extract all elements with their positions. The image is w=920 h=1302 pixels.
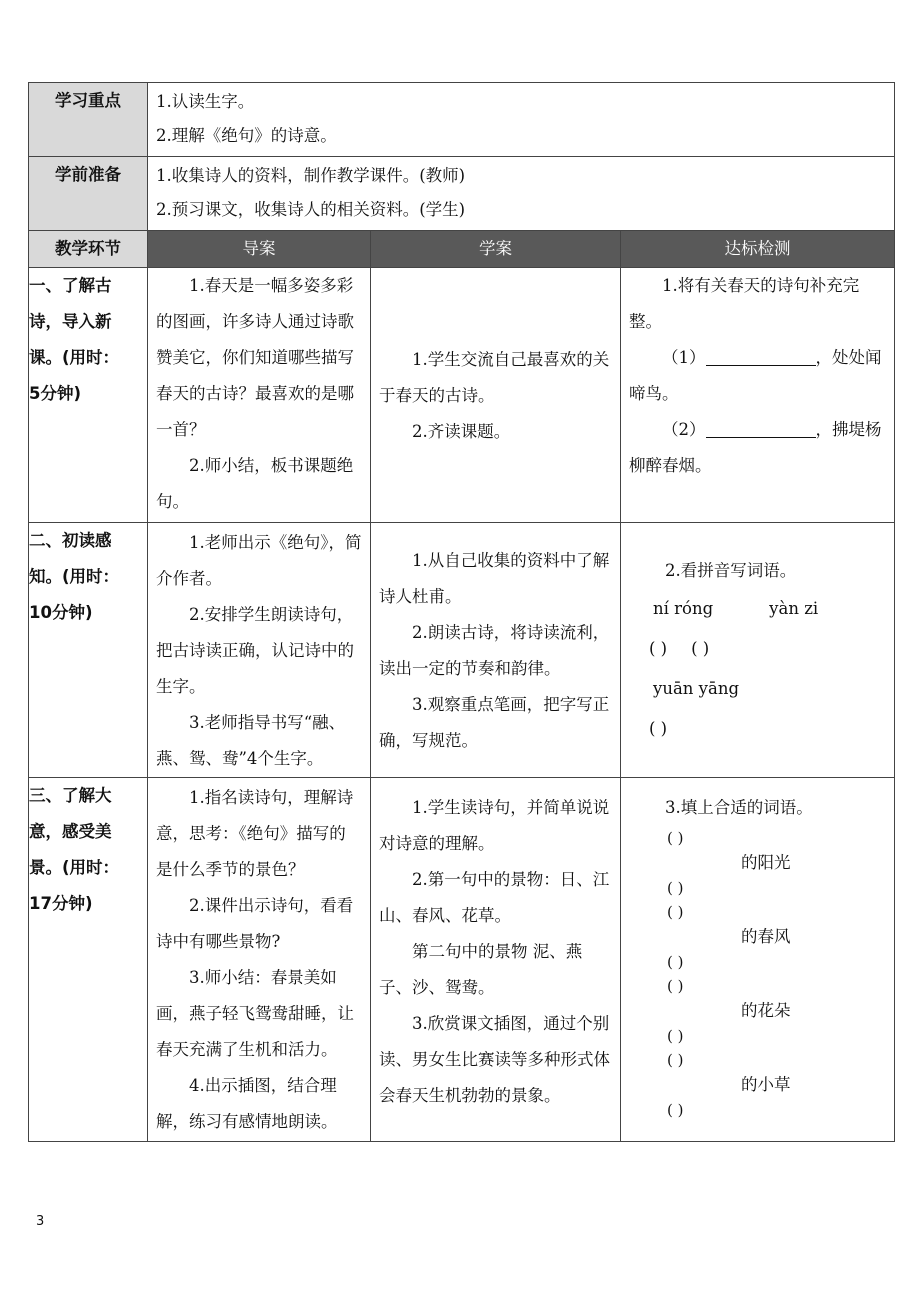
stage3-bracket-4a[interactable]: ( ) (667, 1051, 684, 1069)
stage3-word-4: 的小草 (741, 1075, 791, 1094)
focus-row (29, 83, 895, 157)
stage2-guide-2: 2.安排学生朗读诗句，把古诗读正确，认记诗中的生字。 (156, 605, 354, 696)
prep-label: 学前准备 (29, 157, 148, 231)
stage2-guide (148, 523, 371, 778)
focus-item-2: 2.理解《绝句》的诗意。 (156, 126, 337, 145)
stage2-label-line-3: 10分钟) (29, 603, 93, 622)
stage3-bracket-2b[interactable]: ( ) (667, 953, 684, 971)
stage3-bracket-1b[interactable]: ( ) (667, 879, 684, 897)
stage1-guide-2: 2.师小结，板书课题绝句。 (156, 456, 354, 511)
stage2-pinyin-row-1 (621, 589, 886, 629)
stage1-check (621, 268, 895, 523)
stage1-check-q1 (629, 340, 886, 412)
stage1-check-q2 (629, 412, 886, 484)
stage3-label-line-3: 景。(用时： (29, 858, 120, 877)
stage2-label-line-1: 二、初读感 (29, 531, 112, 550)
stage2-study (371, 523, 621, 778)
stage2-answer-1[interactable]: ( ) (649, 639, 668, 658)
stage1-label (29, 268, 148, 523)
stage2-answer-row-2 (621, 709, 886, 749)
stage3-study (371, 778, 621, 1142)
stage2-answer-3[interactable]: ( ) (649, 719, 668, 738)
stage1-q1-suffix: ，处处闻啼鸟。 (629, 348, 882, 403)
stage3-study-4: 3.欣赏课文插图，通过个别读、男女生比赛读等多种形式体会春天生机勃勃的景象。 (379, 1014, 610, 1105)
stage3-guide (148, 778, 371, 1142)
header-row (29, 231, 895, 268)
focus-content (148, 83, 895, 157)
stage1-label-line-4: 5分钟) (29, 384, 82, 403)
focus-label: 学习重点 (29, 83, 148, 157)
stage2-pinyin-row-2 (621, 669, 886, 709)
stage3-guide-3: 3.师小结：春景美如画，燕子轻飞鸳鸯甜睡，让春天充满了生机和活力。 (156, 968, 354, 1059)
stage2-study-1: 1.从自己收集的资料中了解诗人杜甫。 (379, 551, 610, 606)
stage1-guide (148, 268, 371, 523)
stage3-word-3: 的花朵 (741, 1001, 791, 1020)
stage3-bracket-2a[interactable]: ( ) (667, 903, 684, 921)
stage1-q1-blank[interactable] (706, 351, 816, 366)
stage1-row (29, 268, 895, 523)
stage3-guide-4: 4.出示插图，结合理解，练习有感情地朗读。 (156, 1076, 338, 1131)
stage1-study-2: 2.齐读课题。 (412, 422, 511, 441)
header-check: 达标检测 (621, 231, 895, 268)
stage3-guide-2: 2.课件出示诗句，看看诗中有哪些景物? (156, 896, 354, 951)
stage1-q2-prefix: （2） (662, 420, 706, 439)
stage1-guide-1: 1.春天是一幅多姿多彩的图画，许多诗人通过诗歌赞美它，你们知道哪些描写春天的古诗？最喜欢的是哪一首？ (156, 276, 354, 439)
prep-content (148, 157, 895, 231)
stage1-label-line-2: 诗，导入新 (29, 312, 112, 331)
stage1-check-title: 1.将有关春天的诗句补充完整。 (629, 276, 860, 331)
stage1-q2-suffix: ，拂堤杨柳醉春烟。 (629, 420, 882, 475)
stage2-label (29, 523, 148, 778)
stage3-check-title: 3.填上合适的词语。 (665, 798, 813, 817)
stage2-row (29, 523, 895, 778)
stage1-q2-blank[interactable] (706, 423, 816, 438)
stage2-check (621, 523, 895, 778)
stage3-bracket-3a[interactable]: ( ) (667, 977, 684, 995)
stage3-guide-1: 1.指名读诗句，理解诗意，思考：《绝句》描写的是什么季节的景色？ (156, 788, 354, 879)
stage3-word-2: 的春风 (741, 927, 791, 946)
stage3-bracket-4b[interactable]: ( ) (667, 1101, 684, 1119)
header-study: 学案 (371, 231, 621, 268)
stage2-guide-1: 1.老师出示《绝句》，简介作者。 (156, 533, 362, 588)
stage2-study-2: 2.朗读古诗，将诗读流利，读出一定的节奏和韵律。 (379, 623, 610, 678)
stage1-q1-prefix: （1） (662, 348, 706, 367)
stage3-row (29, 778, 895, 1142)
prep-row (29, 157, 895, 231)
stage1-label-line-3: 课。(用时： (29, 348, 120, 367)
prep-item-1: 1.收集诗人的资料，制作教学课件。(教师) (156, 166, 466, 185)
stage3-bracket-1a[interactable]: ( ) (667, 829, 684, 847)
stage3-label (29, 778, 148, 1142)
stage1-study (371, 268, 621, 523)
stage3-study-1: 1.学生读诗句，并简单说说对诗意的理解。 (379, 798, 610, 853)
page-number: 3 (36, 1214, 45, 1229)
header-guide: 导案 (148, 231, 371, 268)
stage2-answer-row-1 (621, 629, 886, 669)
prep-item-2: 2.预习课文，收集诗人的相关资料。(学生) (156, 200, 466, 219)
stage2-pinyin-2: yàn zi (769, 599, 819, 618)
lesson-plan-table (28, 82, 895, 1142)
stage2-study-3: 3.观察重点笔画，把字写正确，写规范。 (379, 695, 610, 750)
stage3-study-3: 第二句中的景物 泥、燕子、沙、鸳鸯。 (379, 942, 583, 997)
stage3-study-2: 2.第一句中的景物：日、江山、春风、花草。 (379, 870, 610, 925)
stage3-label-line-4: 17分钟) (29, 894, 93, 913)
stage1-study-1: 1.学生交流自己最喜欢的关于春天的古诗。 (379, 350, 610, 405)
stage1-label-line-1: 一、了解古 (29, 276, 112, 295)
header-stage: 教学环节 (29, 231, 148, 268)
stage2-label-line-2: 知。(用时： (29, 567, 120, 586)
stage2-check-title: 2.看拼音写词语。 (665, 561, 797, 580)
stage3-check (621, 778, 895, 1142)
stage3-label-line-2: 意，感受美 (29, 822, 112, 841)
stage2-guide-3: 3.老师指导书写“融、燕、鸳、鸯”4个生字。 (156, 713, 346, 768)
focus-item-1: 1.认读生字。 (156, 92, 255, 111)
stage2-pinyin-3: yuān yāng (653, 679, 740, 698)
stage3-label-line-1: 三、了解大 (29, 786, 112, 805)
stage2-answer-2[interactable]: ( ) (691, 639, 710, 658)
stage3-word-1: 的阳光 (741, 853, 791, 872)
stage2-pinyin-1: ní róng (653, 599, 714, 618)
stage3-bracket-3b[interactable]: ( ) (667, 1027, 684, 1045)
